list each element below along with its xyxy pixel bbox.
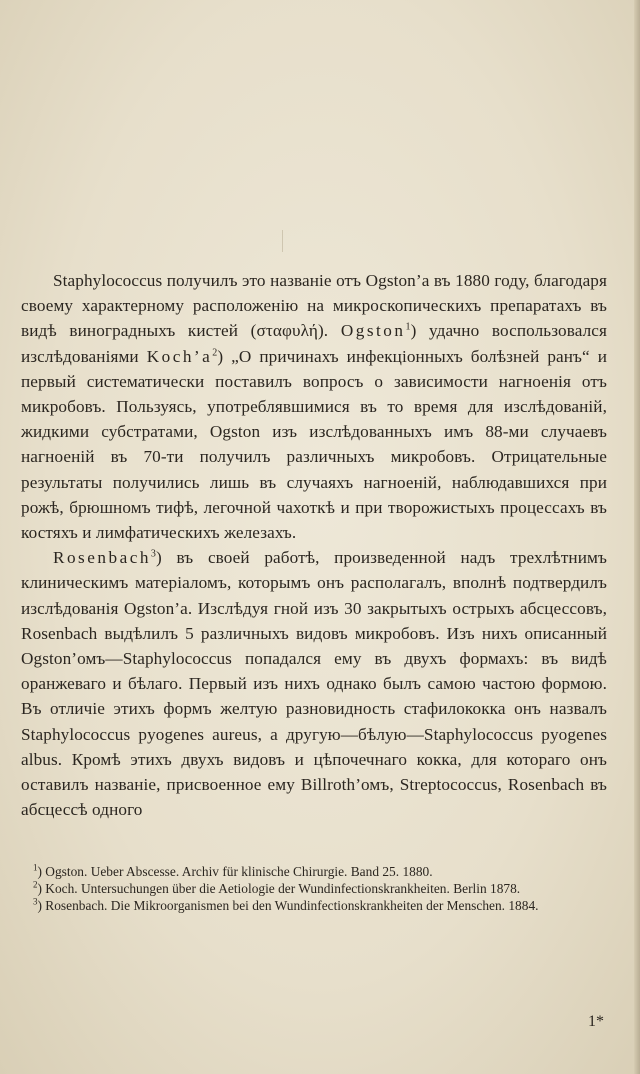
footnote-mark: 3: [33, 896, 38, 907]
author-name-koch: Koch’а: [146, 346, 213, 366]
footnote-ref-1[interactable]: 1: [405, 321, 411, 333]
footnote-1: [33, 864, 605, 880]
footnote-text: ) Rosenbach. Die Mikroorganismen bei den Wundinfectionskrankheiten der Menschen. 1884.: [37, 898, 539, 913]
paper-mark: [282, 230, 283, 252]
paragraph-1: [21, 268, 607, 545]
footnote-text: ) Koch. Untersuchungen über die Aetiologie der Wundinfectionskrankheiten. Berlin 1878.: [37, 881, 521, 896]
footnote-mark: 1: [33, 862, 38, 873]
footnote-2: [33, 881, 605, 897]
footnotes: [33, 864, 605, 915]
footnote-ref-3[interactable]: 3: [150, 548, 157, 560]
author-name-rosenbach: Rosenbach: [53, 548, 151, 568]
page-edge: [634, 0, 640, 1074]
paragraph-2: [21, 545, 607, 822]
footnote-ref-2[interactable]: 2: [212, 346, 218, 358]
text-run: ) въ своей работѣ, произведенной надъ трехлѣтнимъ клиническимъ матеріаломъ, которымъ онъ располагалъ, вполнѣ подтвердилъ изслѣдованія Ogston’а. Изслѣдуя гной изъ 30 закрытыхъ острыхъ абсцессовъ, Rosenbach выдѣлилъ 5 различныхъ видовъ микробовъ. Изъ нихъ описанный Ogston’омъ—Staphylococcus попадался ему въ двухъ формахъ: въ видѣ оранжеваго и бѣлаго. Первый изъ нихъ однако былъ самою частою формою. Въ отличіе этихъ формъ желтую разновидность стафилококка онъ назвалъ Staphylococcus pyogenes aureus, а другую—бѣлую—Staphylococcus pyogenes albus. Кромѣ этихъ двухъ видовъ и цѣпочечнаго кокка, для котораго онъ оставилъ названіе, присвоенное ему Billroth’омъ, Streptococcus, Rosenbach въ абсцессѣ одного: [21, 548, 607, 820]
footnote-text: ) Ogston. Ueber Abscesse. Archiv für klinische Chirurgie. Band 25. 1880.: [37, 864, 433, 879]
text-run: ) „О причинахъ инфекціонныхъ болѣзней ранъ“ и первый систематически поставилъ вопросъ о зависимости нагноенія отъ микробовъ. Пользуясь, употреблявшимися въ то время для изслѣдованій, жидкими субстратами, Ogston изъ изслѣдованныхъ имъ 88-ми случаевъ нагноеній въ 70-ти получилъ различныхъ микробовъ. Отрицательные результаты получились лишь въ случаяхъ нагноеній, наблюдавшихся при рожѣ, брюшномъ тифѣ, легочной чахоткѣ и при творожистыхъ процессахъ въ костяхъ и лимфатическихъ железахъ.: [21, 346, 607, 543]
footnote-3: [33, 898, 605, 914]
footnote-mark: 2: [33, 879, 38, 890]
text-run: Staphylococcus получилъ это названіе отъ Ogston’а въ 1880 году, благодаря своему характерному расположенію на микроскопическихъ препаратахъ въ видѣ виноградныхъ кистей (σταφυλή).: [21, 271, 607, 341]
author-name-ogston: Ogston: [340, 321, 406, 341]
page-number: 1*: [588, 1013, 604, 1030]
body-text: [21, 268, 607, 822]
text-run: ) удачно воспользовался изслѣдованіями: [21, 321, 607, 366]
